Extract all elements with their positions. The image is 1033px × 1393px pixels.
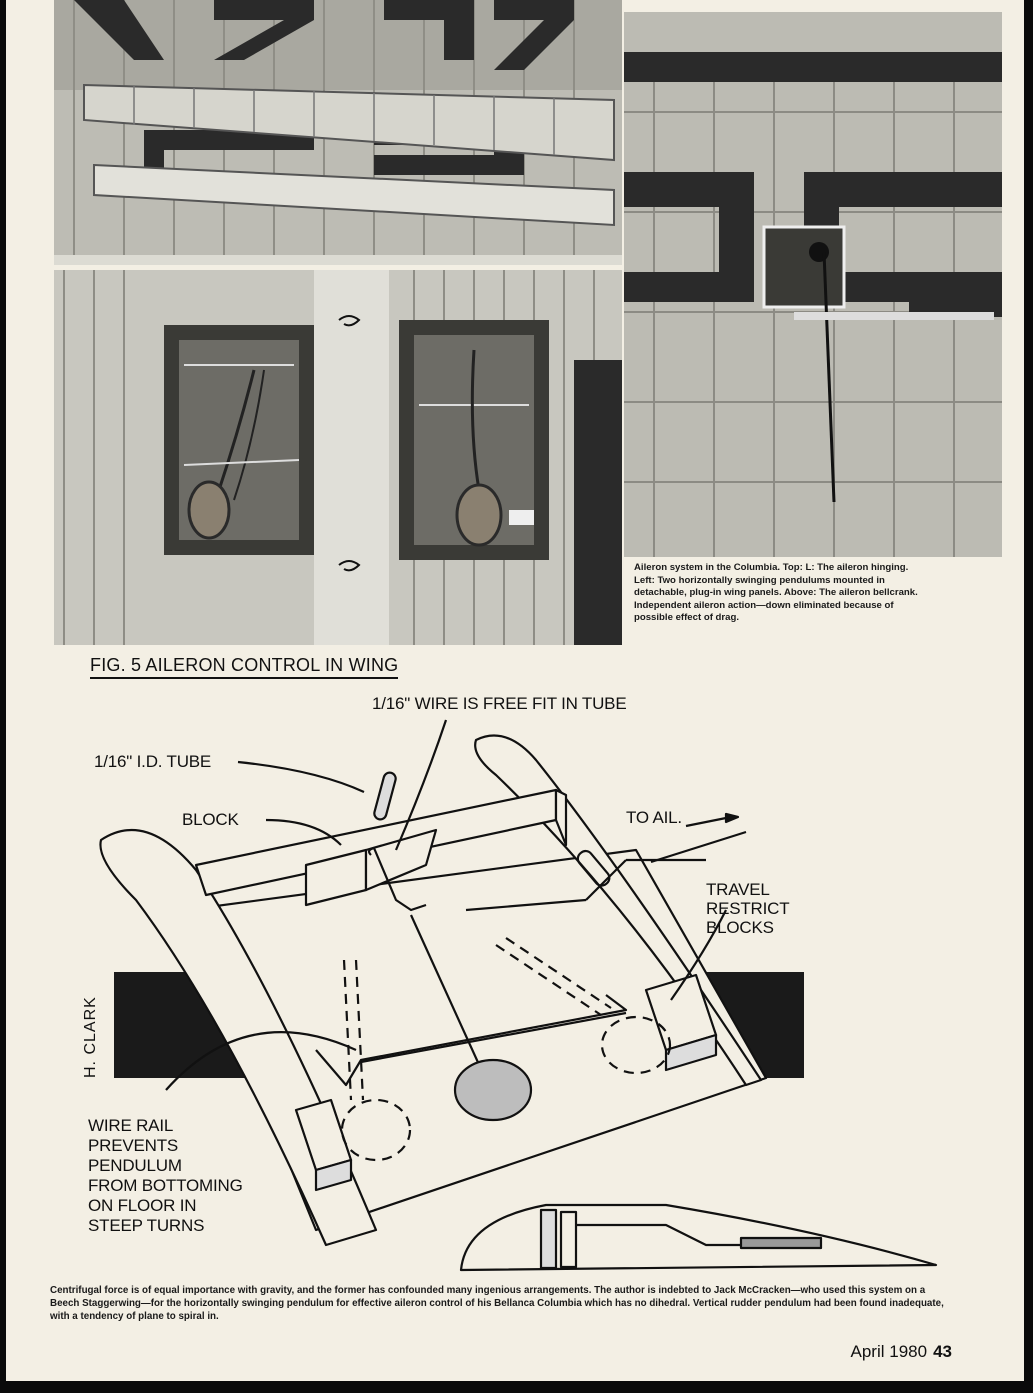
photo-caption: Aileron system in the Columbia. Top: L: The aileron hinging. Left: Two horizontally swinging pendulums mounted in detachable, plug-in wing panels. Above: The aileron bellcrank. Independent aileron action—down eliminated because of possible effect of drag. — [634, 562, 918, 624]
figure-title: FIG. 5 AILERON CONTROL IN WING — [90, 655, 398, 679]
label-tube: 1/16" I.D. TUBE — [94, 752, 212, 771]
label-rail-line5: ON FLOOR IN — [88, 1196, 197, 1215]
label-block: BLOCK — [182, 810, 239, 829]
photo-bellcrank — [624, 12, 1002, 557]
label-travel-line1: TRAVEL — [706, 880, 770, 899]
magazine-page — [6, 0, 1024, 1381]
label-travel-line3: BLOCKS — [706, 918, 774, 937]
page-number: 43 — [933, 1342, 952, 1361]
label-wire-fit: 1/16" WIRE IS FREE FIT IN TUBE — [372, 694, 627, 713]
photo-aileron-hinging — [54, 0, 622, 265]
issue-date: April 1980 — [850, 1342, 928, 1361]
label-travel-line2: RESTRICT — [706, 899, 790, 918]
artist-credit: H. CLARK — [82, 996, 99, 1078]
page-footer — [851, 1342, 952, 1362]
label-rail-line4: FROM BOTTOMING — [88, 1176, 243, 1195]
photo-pendulums — [54, 270, 622, 645]
label-rail-line2: PREVENTS — [88, 1136, 179, 1155]
label-rail-line1: WIRE RAIL — [88, 1116, 174, 1135]
label-rail-line3: PENDULUM — [88, 1156, 182, 1175]
label-to-aileron: TO AIL. — [626, 808, 682, 827]
figure-caption: Centrifugal force is of equal importance with gravity, and the former has confounded many ingenious arrangements. The author is indebted to Jack McCracken—who used this system on a Beech Staggerwing—for the horizontally swinging pendulum for effective aileron control of his Bellanca Columbia which has no dihedral. Vertical rudder pendulum had been found inadequate, with a tendency of plane to spiral in. — [50, 1285, 944, 1322]
label-rail-line6: STEEP TURNS — [88, 1216, 205, 1235]
